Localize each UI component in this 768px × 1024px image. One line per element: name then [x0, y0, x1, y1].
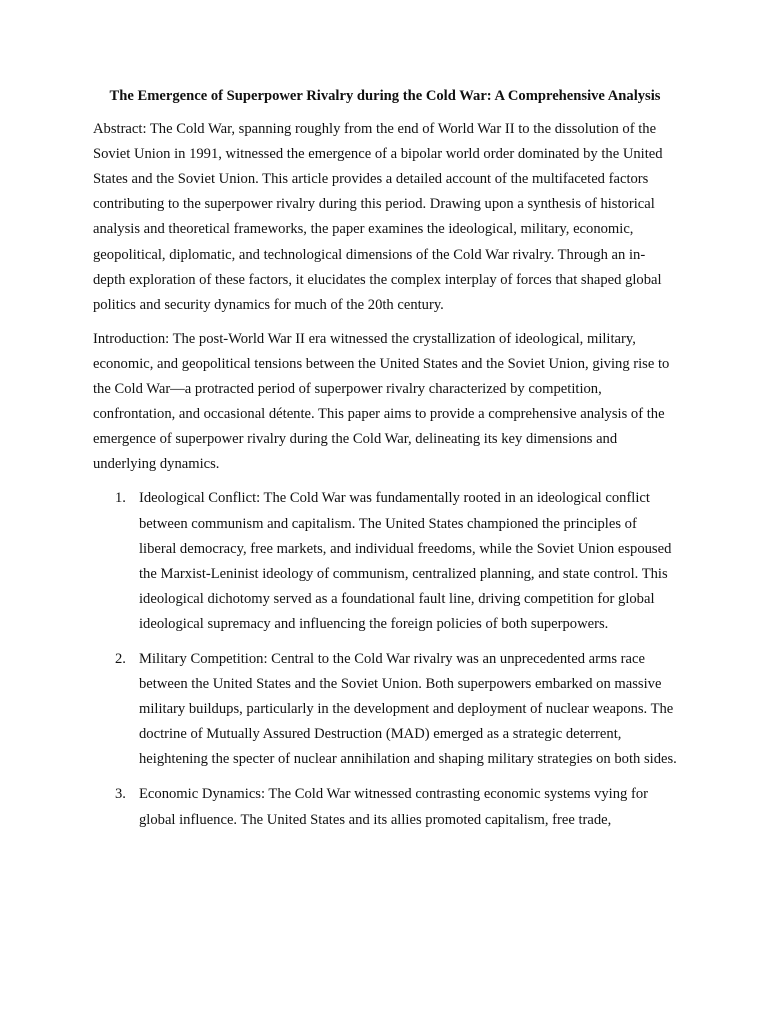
- abstract-paragraph: Abstract: The Cold War, spanning roughly from the end of World War II to the dissolution of the Soviet Union in 1991, witnessed the emergence of a bipolar world order dominated by the United States and the Soviet Union. This article provides a detailed account of the multifaceted factors contributing to the superpower rivalry during this period. Drawing upon a synthesis of historical analysis and theoretical frameworks, the paper examines the ideological, military, economic, geopolitical, diplomatic, and technological dimensions of the Cold War rivalry. Through an in-depth exploration of these factors, it elucidates the complex interplay of forces that shaped global politics and security dynamics for much of the 20th century.: [93, 121, 663, 313]
- list-item: [93, 782, 677, 832]
- list-item-number: 2.: [115, 650, 126, 667]
- numbered-list: [93, 486, 677, 832]
- list-item-text: Military Competition: Central to the Cold War rivalry was an unprecedented arms race between the United States and the Soviet Union. Both superpowers embarked on massive military buildups, particularly in the development and deployment of nuclear weapons. The doctrine of Mutually Assured Destruction (MAD) emerged as a strategic deterrent, heightening the specter of nuclear annihilation and shaping military strategies on both sides.: [139, 650, 677, 768]
- document-title: The Emergence of Superpower Rivalry during the Cold War: A Comprehensive Analysis: [109, 88, 661, 104]
- list-item-text: Ideological Conflict: The Cold War was fundamentally rooted in an ideological conflict between communism and capitalism. The United States championed the principles of liberal democracy, free markets, and individual freedoms, while the Soviet Union espoused the Marxist-Leninist ideology of communism, centralized planning, and state control. This ideological dichotomy served as a foundational fault line, driving competition for global ideological supremacy and influencing the foreign policies of both superpowers.: [139, 490, 672, 632]
- document-page: [93, 84, 677, 843]
- list-item-number: 1.: [115, 490, 126, 507]
- introduction-paragraph: Introduction: The post-World War II era witnessed the crystallization of ideological, military, economic, and geopolitical tensions between the United States and the Soviet Union, giving rise to the Cold War—a protracted period of superpower rivalry characterized by competition, confrontation, and occasional détente. This paper aims to provide a comprehensive analysis of the emergence of superpower rivalry during the Cold War, delineating its key dimensions and underlying dynamics.: [93, 330, 670, 473]
- list-item: [93, 486, 677, 637]
- list-item-text: Economic Dynamics: The Cold War witnessed contrasting economic systems vying for global influence. The United States and its allies promoted capitalism, free trade,: [139, 786, 648, 828]
- list-item: [93, 647, 677, 772]
- list-item-number: 3.: [115, 786, 126, 803]
